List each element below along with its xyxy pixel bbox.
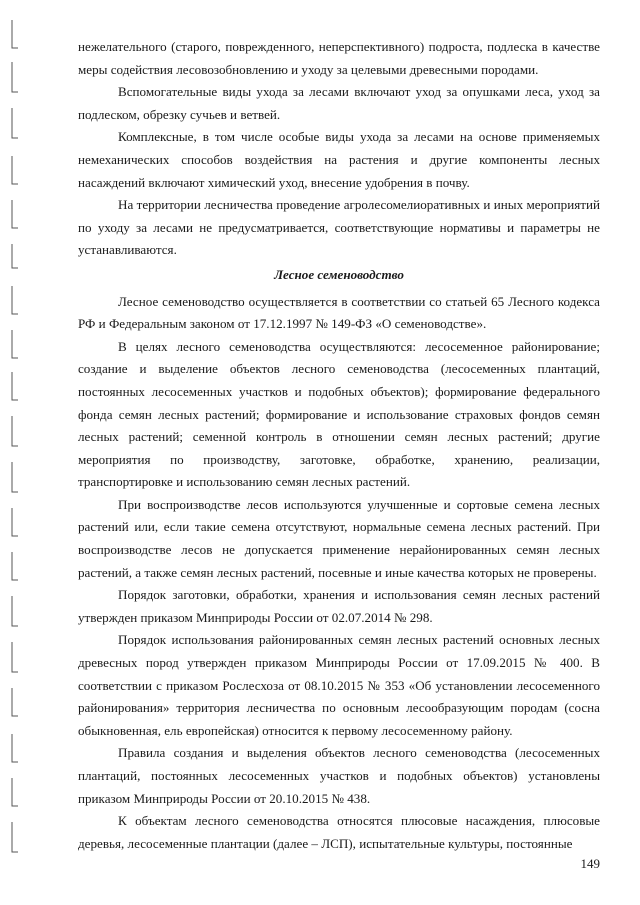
section-heading: Лесное семеноводство — [274, 266, 404, 282]
paragraph-8: Порядок заготовки, обработки, хранения и использования семян лесных растений утвержден приказом Минприроды России от 02.07.2014 № 298. — [78, 587, 600, 625]
paragraph-5: Лесное семеноводство осуществляется в соответствии со статьей 65 Лесного кодекса РФ и Федеральным законом от 17.12.1997 № 149-ФЗ «О семеноводстве». — [78, 293, 600, 332]
paragraph-1: нежелательного (старого, поврежденного, неперспективного) подроста, подлеска в качестве меры содействия лесовозобновлению и уходу за целевыми древесными породами. — [78, 39, 600, 77]
paragraph-10: Правила создания и выделения объектов лесного семеноводства (лесосеменных плантаций, постоянных лесосеменных участков и подобных объектов) установлены приказом Минприроды России от 20.10.2015 № 438. — [78, 745, 600, 806]
binding-margin-marks — [0, 0, 40, 905]
paragraph-6: В целях лесного семеноводства осуществляются: лесосеменное районирование; создание и выделение объектов лесного семеноводства (лесосеменных плантаций, постоянных лесосеменных участков и подобных объектов); формирование федерального фонда семян лесных растений; формирование и использование страховых фондов семян лесных растений; семенной контроль в отношении семян лесных растений; другие мероприятия по производству, заготовке, обработке, хранению, реализации, транспортировке и использованию семян лесных растений. — [78, 338, 600, 490]
paragraph-11: К объектам лесного семеноводства относятся плюсовые насаждения, плюсовые деревья, лесосеменные плантации (далее – ЛСП), испытательные культуры, постоянные — [78, 813, 600, 851]
page-number: 149 — [580, 856, 600, 871]
paragraph-7: При воспроизводстве лесов используются улучшенные и сортовые семена лесных растений или, если такие семена отсутствуют, нормальные семена лесных растений. При воспроизводстве лесов не допускается применение нерайонированных семян лесных растений, а также семян лесных растений, посевные и иные качества которых не проверены. — [78, 496, 600, 580]
paragraph-4: На территории лесничества проведение агролесомелиоративных и иных мероприятий по уходу за лесами не предусматривается, соответствующие нормативы и параметры не устанавливаются. — [78, 197, 600, 258]
paragraph-3: Комплексные, в том числе особые виды ухода за лесами на основе применяемых немеханических способов воздействия на растения и другие компоненты лесных насаждений включают химический уход, внесение удобрения в почву. — [78, 129, 600, 190]
document-page — [78, 36, 600, 855]
paragraph-2: Вспомогательные виды ухода за лесами включают уход за опушками леса, уход за подлеском, обрезку сучьев и ветвей. — [78, 84, 600, 122]
paragraph-9: Порядок использования районированных семян лесных растений основных лесных древесных пород утвержден приказом Минприроды России от 17.09.2015 № 400. В соответствии с приказом Рослесхоза от 08.10.2015 № 353 «Об установлении лесосеменного районирования» территория лесничества по основным лесообразующим породам (сосна обыкновенная, ель европейская) относится к первому лесосеменному району. — [78, 632, 600, 738]
